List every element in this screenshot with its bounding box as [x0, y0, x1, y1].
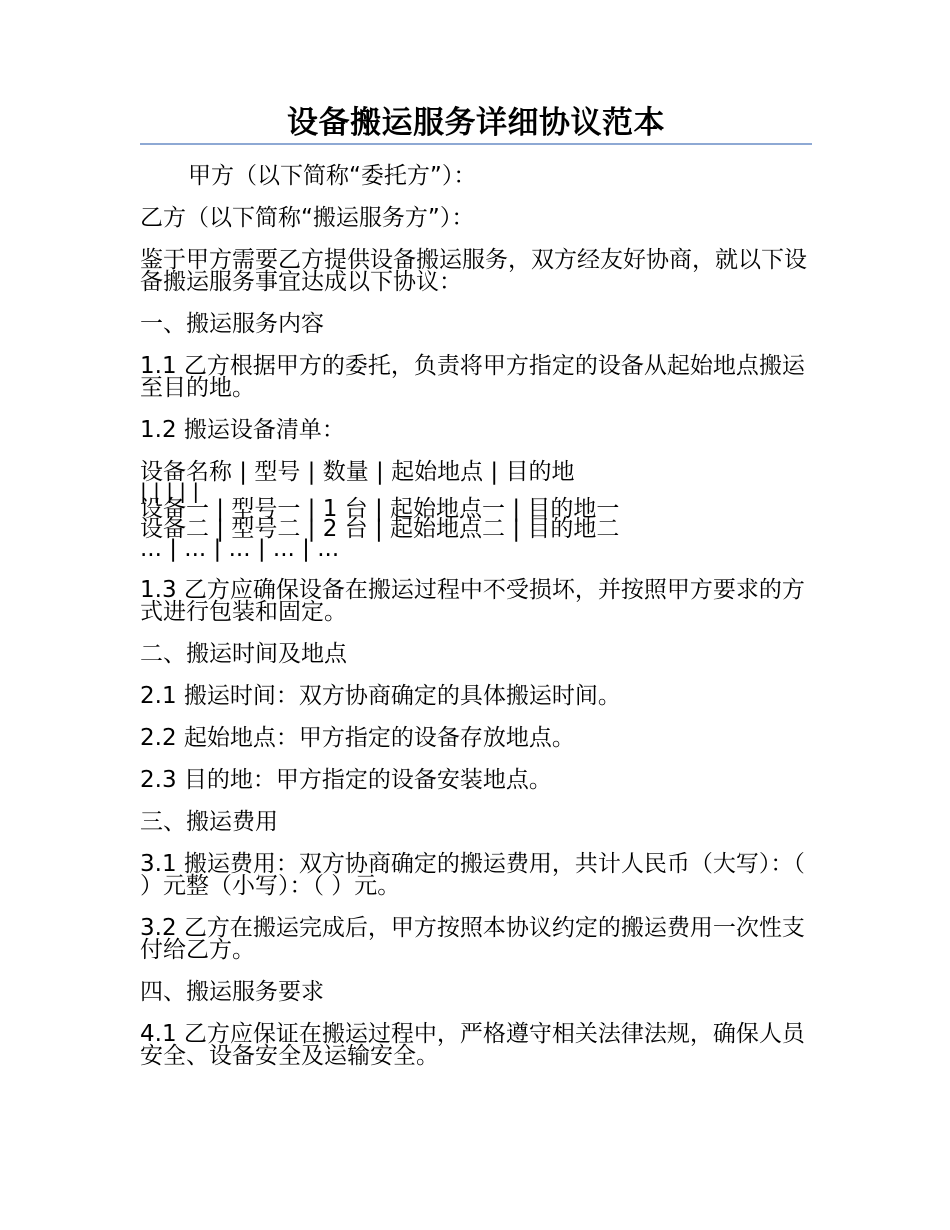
clause-1-3: 1.3 乙方应确保设备在搬运过程中不受损坏，并按照甲方要求的方式进行包装和固定。 [140, 577, 805, 625]
table-row: 设备二 | 型号二 | 2 台 | 起始地点二 | 目的地二 [140, 516, 620, 542]
section-heading-4: 四、搬运服务要求 [140, 979, 324, 1005]
table-separator-row: | | | | | [140, 479, 200, 503]
clause-2-2: 2.2 起始地点：甲方指定的设备存放地点。 [140, 725, 575, 751]
section-heading-2: 二、搬运时间及地点 [140, 641, 347, 667]
section-heading-3: 三、搬运费用 [140, 809, 278, 835]
clause-2-3: 2.3 目的地：甲方指定的设备安装地点。 [140, 767, 552, 793]
table-row: 设备一 | 型号一 | 1 台 | 起始地点一 | 目的地一 [140, 496, 620, 522]
equipment-list-table [140, 451, 812, 569]
document-title: 设备搬运服务详细协议范本 [140, 100, 812, 145]
preamble-paragraph: 鉴于甲方需要乙方提供设备搬运服务，双方经友好协商，就以下设备搬运服务事宜达成以下协议： [140, 247, 807, 295]
table-row: ... | ... | ... | ... | ... [140, 536, 340, 562]
table-header-row: 设备名称 | 型号 | 数量 | 起始地点 | 目的地 [140, 459, 575, 485]
document-page [140, 100, 812, 1077]
clause-1-2: 1.2 搬运设备清单： [140, 417, 345, 443]
clause-2-1: 2.1 搬运时间：双方协商确定的具体搬运时间。 [140, 683, 621, 709]
clause-4-1: 4.1 乙方应保证在搬运过程中，严格遵守相关法律法规，确保人员安全、设备安全及运输安全。 [140, 1021, 805, 1069]
party-a-line: 甲方（以下简称“委托方”）： [188, 163, 477, 189]
clause-3-1: 3.1 搬运费用：双方协商确定的搬运费用，共计人民币（大写）：（ ）元整（小写）：（ ）元。 [140, 851, 805, 899]
party-b-line: 乙方（以下简称“搬运服务方”）： [140, 205, 475, 231]
clause-3-2: 3.2 乙方在搬运完成后，甲方按照本协议约定的搬运费用一次性支付给乙方。 [140, 915, 805, 963]
section-heading-1: 一、搬运服务内容 [140, 311, 324, 337]
clause-1-1: 1.1 乙方根据甲方的委托，负责将甲方指定的设备从起始地点搬运至目的地。 [140, 353, 805, 401]
